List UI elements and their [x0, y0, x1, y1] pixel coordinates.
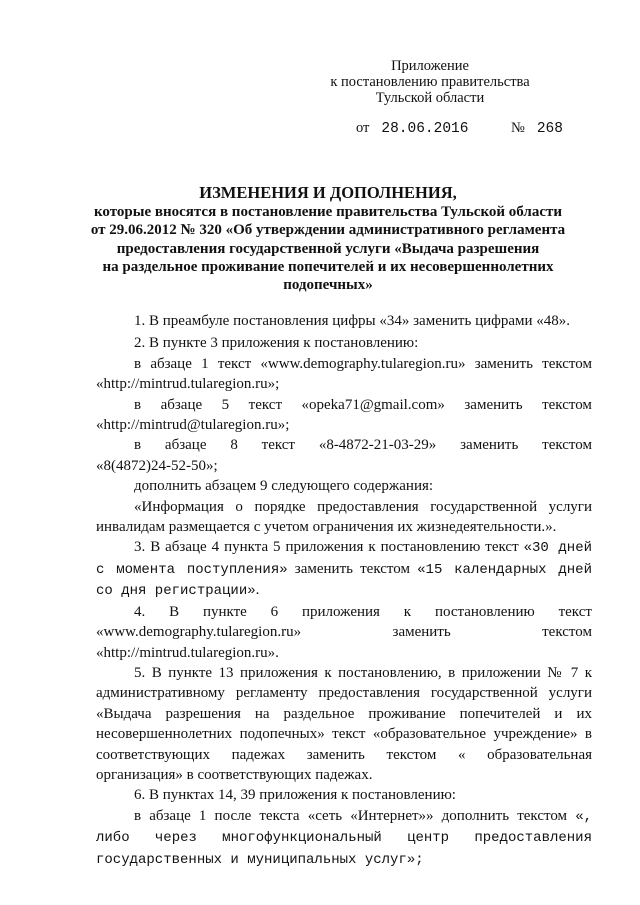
p4-word: в [134, 396, 142, 413]
title-line-1: которые вносятся в постановление правительства Тульской области [93, 204, 563, 220]
p9-word: 4. [134, 603, 146, 620]
p8-new-text: «15 календарных дней со дня регистрации» [96, 561, 592, 600]
date-prefix: от [356, 120, 370, 136]
title-line-5: подопечных» [283, 277, 373, 294]
decree-number-wrap [511, 120, 563, 137]
paragraph-9b [96, 622, 592, 642]
title-line-3: предоставления государственной услуги «Выдача разрешения [116, 240, 540, 257]
number-prefix: № [511, 120, 525, 136]
p5-word: «8-4872-21-03-29» [318, 437, 437, 454]
document-body [96, 311, 592, 870]
p5-word: в [134, 437, 142, 454]
paragraph-9a [96, 602, 592, 622]
appendix-line-3: Тульской области [375, 90, 485, 106]
p8-old-text: «30 дней с момента поступления» [96, 540, 592, 578]
p8-text: . [255, 582, 260, 599]
paragraph-4b: «http://mintrud@tularegion.ru»; [96, 417, 290, 434]
p4-word: текстом [542, 396, 592, 413]
p4-word: 5 [221, 396, 230, 413]
title-main: ИЗМЕНЕНИЯ И ДОПОЛНЕНИЯ, [199, 183, 457, 202]
p9-word: текстом [542, 624, 592, 641]
paragraph-7: «Информация о порядке предоставления государственной услуги инвалидам размещается с учетом ограничения их жизнедеятельности.». [96, 498, 592, 536]
p8-text: заменить текстом [287, 560, 418, 577]
p9-word: В [169, 603, 180, 620]
paragraph-1: 1. В преамбуле постановления цифры «34» заменить цифрами «48». [134, 313, 571, 329]
paragraph-5b: «8(4872)24-52-50»; [96, 457, 218, 474]
p4-word: текст [248, 396, 282, 413]
p9-word: к [403, 603, 412, 620]
p9-word: постановлению [434, 603, 535, 620]
paragraph-11: 6. В пунктах 14, 39 приложения к постановлению: [134, 787, 456, 804]
p4-word: заменить [464, 396, 523, 413]
p5-word: заменить [460, 437, 519, 454]
p5-word: текст [261, 437, 295, 454]
p9-word: пункте [202, 603, 247, 620]
paragraph-4a [96, 395, 592, 415]
paragraph-8 [96, 537, 592, 601]
title-line-2: от 29.06.2012 № 320 «Об утверждении административного регламента [90, 222, 566, 239]
decree-date: 28.06.2016 [381, 121, 469, 137]
p5-word: текстом [542, 437, 592, 454]
paragraph-2: 2. В пункте 3 приложения к постановлению: [134, 335, 419, 352]
paragraph-12 [96, 806, 592, 870]
p8-text: 3. В абзаце 4 пункта 5 приложения к постановлению текст [134, 539, 524, 556]
appendix-header [300, 58, 560, 106]
paragraph-3a: в абзаце 1 текст «www.demography.tularegion.ru» заменить текстом [134, 355, 592, 372]
paragraph-6: дополнить абзацем 9 следующего содержания: [134, 478, 434, 495]
p4-word: абзаце [160, 396, 203, 413]
paragraph-5a [96, 435, 592, 455]
p9-word: текст [558, 603, 592, 620]
decree-date-number [356, 120, 563, 137]
paragraph-3b: «http://mintrud.tularegion.ru»; [96, 376, 280, 393]
p12-added-text: «, либо через многофункциональный центр предоставления государственных и муниципальных услуг»; [96, 808, 592, 868]
p4-word: «opeka71@gmail.com» [301, 396, 445, 413]
p9-word: заменить [392, 624, 451, 641]
appendix-line-2: к постановлению правительства [330, 74, 530, 90]
paragraph-10: 5. В пункте 13 приложения к постановлению, в приложении № 7 к административному регламенту предоставления государственной услуги «Выдача разрешения на раздельное проживание попечителей и их несовершеннолетних подопечных» текст «образовательное учреждение» в соответствующих падежах заменить текстом « образовательная организация» в соответствующих падежах. [96, 664, 592, 783]
decree-number: 268 [536, 121, 563, 137]
paragraph-9c: «http://mintrud.tularegion.ru». [96, 644, 279, 661]
p12-text: в абзаце 1 после текста «сеть «Интернет»» дополнить текстом [134, 807, 576, 824]
p5-word: 8 [230, 437, 238, 454]
document-title [78, 183, 578, 294]
p9-word: 6 [270, 603, 279, 620]
p5-word: абзаце [164, 437, 207, 454]
title-line-4: на раздельное проживание попечителей и их несовершеннолетних [102, 258, 554, 275]
p9-word: «www.demography.tularegion.ru» [96, 624, 302, 641]
p9-word: приложения [302, 603, 380, 620]
appendix-line-1: Приложение [391, 58, 469, 74]
